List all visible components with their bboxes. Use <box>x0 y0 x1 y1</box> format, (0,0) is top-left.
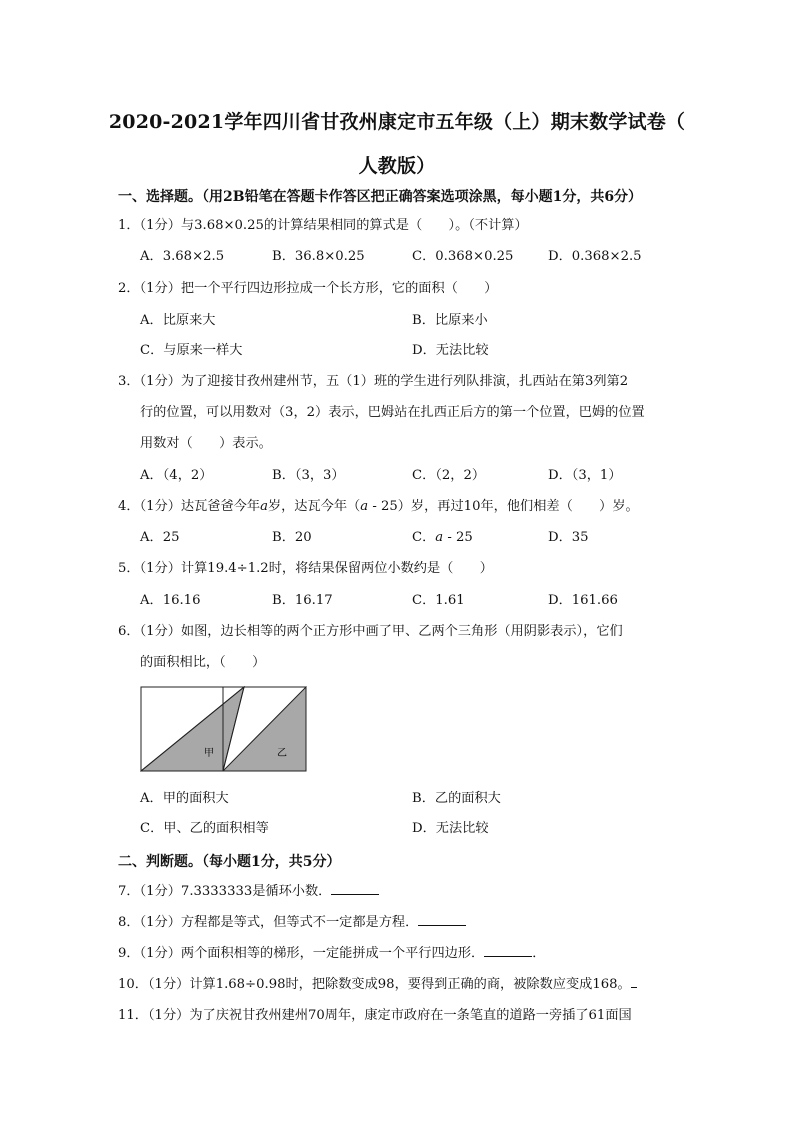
question-9 <box>118 938 688 969</box>
answer-blank <box>631 975 637 988</box>
answer-blank <box>418 913 466 926</box>
question-8 <box>118 907 688 938</box>
question-10 <box>118 969 688 1000</box>
q1-option-b: B．36.8×0.25 <box>272 249 365 264</box>
q10-text: 10．（1分）计算1.68÷0.98时，把除数变成98，要得到正确的商，被除数应变成168。 <box>118 977 631 992</box>
q4-option-c <box>412 528 473 548</box>
q6-option-a: A．甲的面积大 <box>140 791 229 806</box>
question-1: 1．（1分）与3.68×0.25的计算结果相同的算式是（ ）。（不计算） <box>118 218 528 233</box>
q3-option-a: A．（4，2） <box>140 468 213 483</box>
label-yi: 乙 <box>277 748 287 759</box>
two-squares-figure <box>140 686 308 776</box>
q4-option-d: D．35 <box>548 530 589 545</box>
q4-text-a: 4．（1分）达瓦爸爸今年 <box>118 499 261 514</box>
q1-option-c: C．0.368×0.25 <box>412 249 514 264</box>
q5-option-b: B．16.17 <box>272 593 333 608</box>
q5-option-a: A．16.16 <box>140 593 201 608</box>
q3-option-c: C．（2，2） <box>412 468 486 483</box>
question-6-line-1: 6．（1分）如图，边长相等的两个正方形中画了甲、乙两个三角形（用阴影表示），它们 <box>118 624 623 639</box>
question-3-line-3: 用数对（ ）表示。 <box>140 436 272 451</box>
question-3-line-1: 3．（1分）为了迎接甘孜州建州节，五（1）班的学生进行列队排演，扎西站在第3列第2 <box>118 374 629 389</box>
q4-option-c-rest: - 25 <box>443 530 473 545</box>
q4-option-a: A．25 <box>140 530 180 545</box>
page-title <box>60 100 734 188</box>
q2-option-c: C．与原来一样大 <box>140 343 243 358</box>
answer-blank <box>484 944 532 957</box>
q2-option-a: A．比原来大 <box>140 313 216 328</box>
question-3-line-2: 行的位置，可以用数对（3，2）表示，巴姆站在扎西正后方的第一个位置，巴姆的位置 <box>140 405 645 420</box>
q4-variable-a: a <box>260 499 268 514</box>
q3-option-d: D．（3，1） <box>548 468 622 483</box>
q6-option-d: D．无法比较 <box>412 821 489 836</box>
question-6-line-2: 的面积相比，（ ） <box>140 655 266 670</box>
title-line-2: 人教版） <box>358 155 436 177</box>
q2-option-b: B．比原来小 <box>412 313 488 328</box>
q4-option-c-label: C． <box>412 530 436 545</box>
q8-text: 8．（1分）方程都是等式，但等式不一定都是方程． <box>118 915 419 930</box>
question-5: 5．（1分）计算19.4÷1.2时，将结果保留两位小数约是（ ） <box>118 561 493 576</box>
q6-option-c: C．甲、乙的面积相等 <box>140 821 269 836</box>
section-judge-heading: 二、判断题。（每小题1分，共5分） <box>118 854 341 870</box>
q4-variable-a-2: a <box>360 499 369 514</box>
q4-option-b: B．20 <box>272 530 312 545</box>
q5-option-c: C．1.61 <box>412 593 465 608</box>
question-7 <box>118 876 688 907</box>
title-line-1: 2020-2021学年四川省甘孜州康定市五年级（上）期末数学试卷（ <box>108 111 686 133</box>
question-2: 2．（1分）把一个平行四边形拉成一个长方形，它的面积（ ） <box>118 281 498 296</box>
q5-option-d: D．161.66 <box>548 593 618 608</box>
label-jia: 甲 <box>204 748 214 759</box>
section-choice-heading: 一、选择题。（用2B铅笔在答题卡作答区把正确答案选项涂黑，每小题1分，共6分） <box>118 189 643 205</box>
q4-text-c: - 25）岁，再过10年，他们相差（ ）岁。 <box>368 499 639 514</box>
q4-option-c-variable: a <box>435 530 444 545</box>
q1-option-d: D．0.368×2.5 <box>548 249 642 264</box>
answer-blank <box>331 882 379 895</box>
q7-text: 7．（1分）7.3333333是循环小数． <box>118 884 332 899</box>
q3-option-b: B．（3，3） <box>272 468 345 483</box>
question-4 <box>118 491 688 522</box>
q1-option-a: A．3.68×2.5 <box>140 249 225 264</box>
q4-text-b: 岁，达瓦今年（ <box>267 499 361 514</box>
q9-text: 9．（1分）两个面积相等的梯形，一定能拼成一个平行四边形． <box>118 946 485 961</box>
q2-option-d: D．无法比较 <box>412 343 489 358</box>
q6-option-b: B．乙的面积大 <box>412 791 501 806</box>
q9-end: ． <box>532 946 546 961</box>
question-11: 11．（1分）为了庆祝甘孜州建州70周年，康定市政府在一条笔直的道路一旁插了61面国 <box>118 1008 632 1023</box>
